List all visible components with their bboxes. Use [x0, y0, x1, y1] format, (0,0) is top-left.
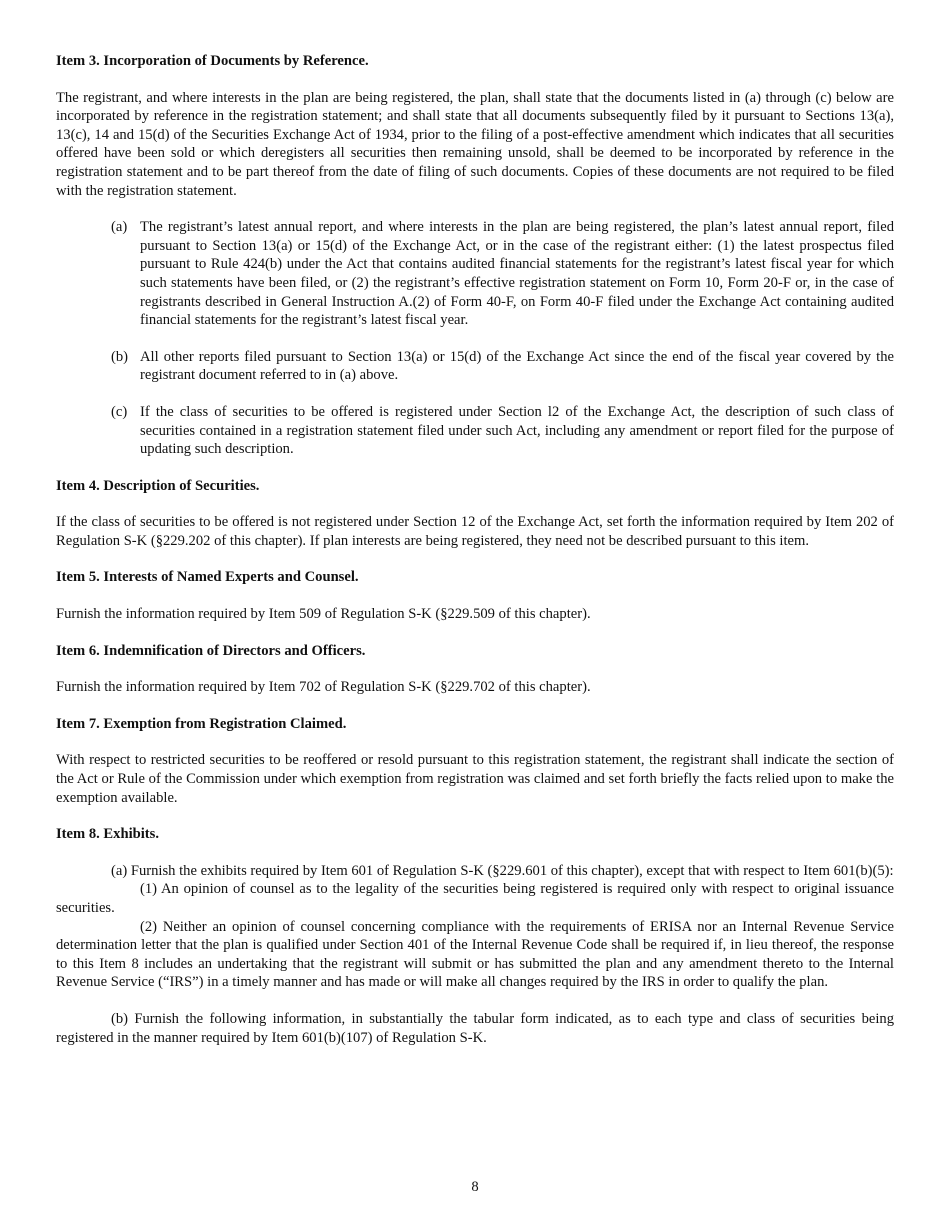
list-item: [111, 348, 894, 385]
item-4-heading: Item 4. Description of Securities.: [56, 477, 260, 494]
item-8-para-a: (a) Furnish the exhibits required by Item 601 of Regulation S-K (§229.601 of this chapter), except that with respect to Item 601(b)(5):: [111, 862, 894, 879]
list-item-marker: (b): [111, 348, 129, 365]
item-8-para-a2: (2) Neither an opinion of counsel concerning compliance with the requirements of ERISA nor an Internal Revenue Service determination letter that the plan is qualified under Section 401 of the Internal Revenue Code shall be required if, in lieu thereof, the response to this Item 8 includes an undertaking that the registrant will submit or has submitted the plan and any amendment thereto to the Internal Revenue Service (“IRS”) in a timely manner and has made or will make all changes required by the IRS in order to qualify the plan.: [56, 918, 894, 991]
item-8-para-a1: (1) An opinion of counsel as to the legality of the securities being registered is required only with respect to original issuance securities.: [56, 881, 894, 916]
list-item-text: All other reports filed pursuant to Section 13(a) or 15(d) of the Exchange Act since the end of the fiscal year covered by the registrant document referred to in (a) above.: [140, 348, 894, 384]
list-item: [111, 218, 894, 330]
item-8-heading: Item 8. Exhibits.: [56, 826, 159, 843]
list-item-marker: (a): [111, 219, 128, 236]
item-4-section: [56, 477, 894, 551]
item-8-para-b: (b) Furnish the following information, in substantially the tabular form indicated, as to each type and class of securities being registered in the manner required by Item 601(b)(107) of Regulation S-K.: [56, 1010, 894, 1046]
item-7-heading: Item 7. Exemption from Registration Claimed.: [56, 715, 347, 732]
item-3-intro: The registrant, and where interests in the plan are being registered, the plan, shall state that the documents listed in (a) through (c) below are incorporated by reference in the registration statement; and shall state that all documents subsequently filed by it pursuant to Sections 13(a), 13(c), 14 and 15(d) of the Securities Exchange Act of 1934, prior to the filing of a post-effective amendment which indicates that all securities offered have been sold or which deregisters all securities then remaining unsold, shall be deemed to be incorporated by reference in the registration statement and to be part thereof from the date of filing of such documents. Copies of these documents are not required to be filed with the registration statement.: [56, 89, 894, 199]
item-7-section: [56, 715, 894, 807]
item-3-heading: Item 3. Incorporation of Documents by Reference.: [56, 53, 369, 69]
item-6-heading: Item 6. Indemnification of Directors and Officers.: [56, 642, 366, 659]
item-6-section: [56, 642, 894, 697]
item-7-text: With respect to restricted securities to be reoffered or resold pursuant to this registration statement, the registrant shall indicate the section of the Act or Rule of the Commission under which exemption from registration was claimed and set forth briefly the facts relied upon to make the exemption available.: [56, 752, 894, 806]
list-item: [111, 403, 894, 459]
item-4-text: If the class of securities to be offered is not registered under Section 12 of the Exchange Act, set forth the information required by Item 202 of Regulation S-K (§229.202 of this chapter). If plan interests are being registered, they need not be described pursuant to this item.: [56, 514, 894, 549]
item-5-heading: Item 5. Interests of Named Experts and Counsel.: [56, 569, 359, 586]
list-item-marker: (c): [111, 403, 128, 420]
item-6-text: Furnish the information required by Item 702 of Regulation S-K (§229.702 of this chapter).: [56, 679, 591, 696]
item-8-section: [56, 825, 894, 1047]
page-number: 8: [471, 1179, 479, 1195]
item-5-text: Furnish the information required by Item 509 of Regulation S-K (§229.509 of this chapter).: [56, 606, 591, 623]
list-item-text: If the class of securities to be offered is registered under Section l2 of the Exchange Act, the description of such class of securities contained in a registration statement filed under such Act, including any amendment or report filed for the purpose of updating such description.: [140, 403, 894, 458]
list-item-text: The registrant’s latest annual report, and where interests in the plan are being registered, the plan’s latest annual report, filed pursuant to Section 13(a) or 15(d) of the Exchange Act, or in the case of the registrant either: (1) the latest prospectus filed pursuant to Rule 424(b) under the Act that contains audited financial statements for the registrant’s latest fiscal year for which such statements have been filed, or (2) the registrant’s effective registration statement on Form 10, Form 20-F or, in the case of registrants described in General Instruction A.(2) of Form 40-F, on Form 40-F filed under the Exchange Act containing audited financial statements for the registrant’s latest fiscal year.: [140, 219, 894, 329]
item-5-section: [56, 568, 894, 623]
item-3-list: [111, 218, 894, 459]
document-page: [56, 52, 894, 1047]
item-3-section: [56, 52, 894, 459]
